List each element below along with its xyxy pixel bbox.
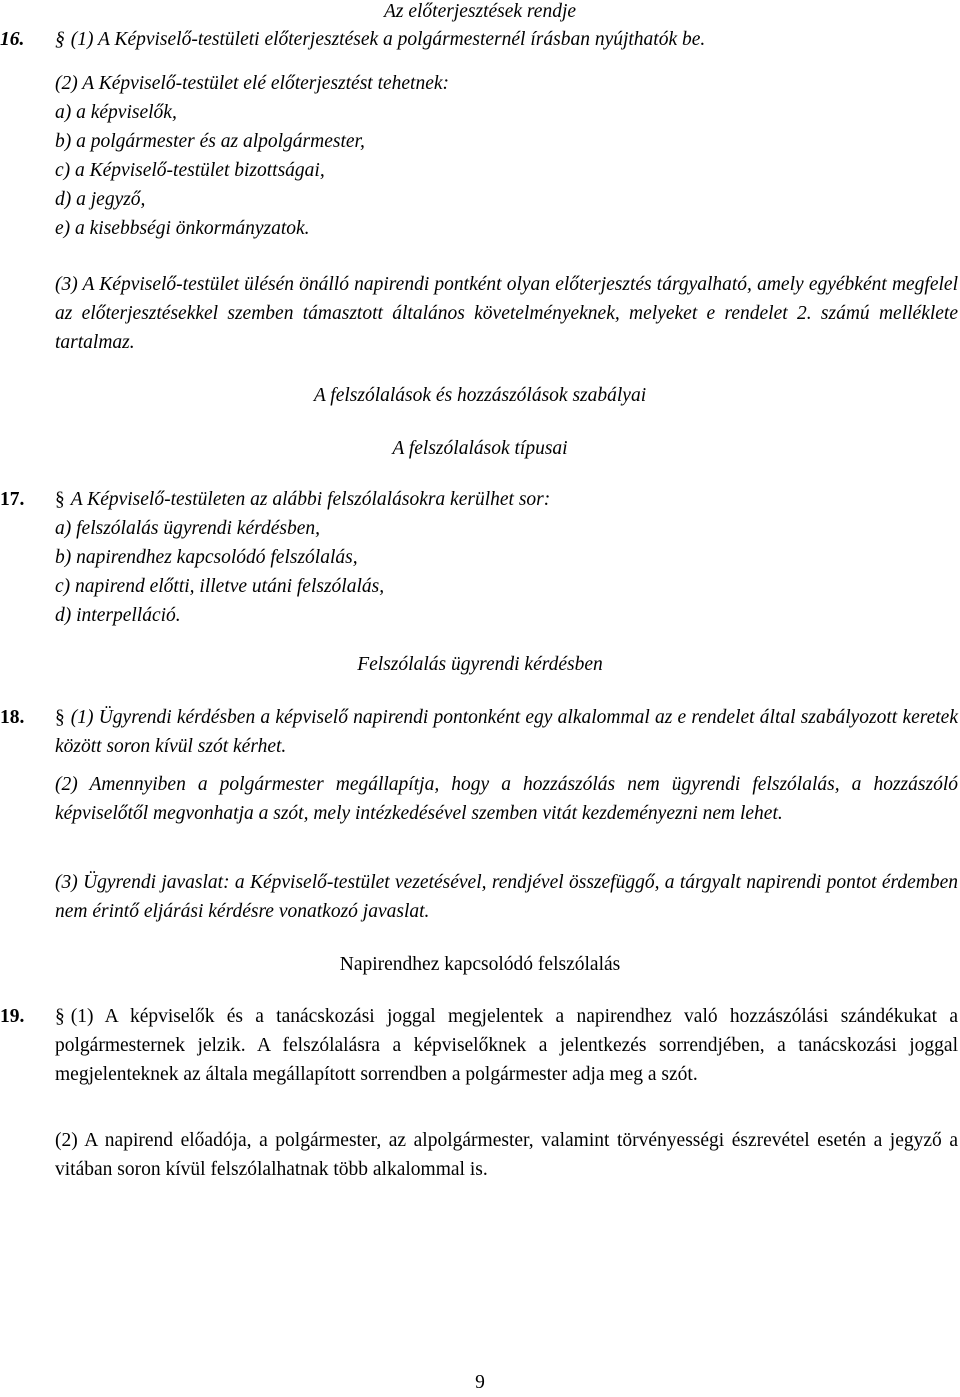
section-18-paragraph-1: § (1) Ügyrendi kérdésben a képviselő napirendi pontonként egy alkalommal az e rendelet által szabályozott keretek között soron kívül szót kérhet.	[55, 707, 958, 757]
section-16-paragraph-2	[55, 69, 960, 243]
list-intro: (2) A Képviselő-testület elé előterjesztést tehetnek:	[55, 73, 450, 94]
section-number: 16.	[0, 29, 25, 50]
section-19-paragraph-1: § (1) A képviselők és a tanácskozási joggal megjelentek a napirendhez való hozzászólási szándékukat a polgármesternek jelzik. A felszólalásra a képviselőknek a jelentkezés sorrendjében, a tanácskozási joggal megjelenteknek az általa megállapított sorrendben a polgármester adja meg a szót.	[55, 1006, 958, 1085]
section-number: 19.	[0, 1006, 25, 1027]
list-item: b) a polgármester és az alpolgármester,	[55, 131, 365, 152]
list-item: a) a képviselők,	[55, 102, 177, 123]
heading-speech-types: A felszólalások típusai	[392, 438, 568, 459]
list-intro: § A Képviselő-testületen az alábbi felszólalásokra kerülhet sor:	[55, 489, 551, 510]
section-16-paragraph-3: (3) A Képviselő-testület ülésén önálló napirendi pontként olyan előterjesztés tárgyalható, amely egyébként megfelel az előterjesztésekkel szemben támasztott általános követelményeknek, melyeket e rendelet 2. számú melléklete tartalmaz.	[55, 274, 958, 353]
section-16-paragraph-1: § (1) A Képviselő-testületi előterjesztések a polgármesternél írásban nyújthatók be.	[55, 29, 706, 50]
list-item: d) a jegyző,	[55, 189, 146, 210]
list-item: b) napirendhez kapcsolódó felszólalás,	[55, 547, 358, 568]
section-sign: §	[55, 489, 65, 510]
list-item: d) interpelláció.	[55, 605, 181, 626]
heading-submissions-order: Az előterjesztések rendje	[383, 1, 577, 22]
list-item: e) a kisebbségi önkormányzatok.	[55, 218, 310, 239]
section-17-list	[55, 485, 960, 630]
list-item: c) a Képviselő-testület bizottságai,	[55, 160, 325, 181]
section-number: 17.	[0, 489, 25, 510]
section-19-paragraph-2: (2) A napirend előadója, a polgármester, az alpolgármester, valamint törvényességi észrevétel esetén a jegyző a vitában soron kívül felszólalhatnak több alkalommal is.	[55, 1130, 958, 1180]
section-sign: §	[55, 1006, 65, 1027]
section-sign: §	[55, 29, 65, 50]
list-item: c) napirend előtti, illetve utáni felszólalás,	[55, 576, 385, 597]
section-18-paragraph-3: (3) Ügyrendi javaslat: a Képviselő-testület vezetésével, rendjével összefüggő, a tárgyalt napirendi pontot érdemben nem érintő eljárási kérdésre vonatkozó javaslat.	[55, 872, 958, 922]
section-sign: §	[55, 707, 65, 728]
list-item: a) felszólalás ügyrendi kérdésben,	[55, 518, 321, 539]
section-number: 18.	[0, 707, 25, 728]
heading-speech-rules: A felszólalások és hozzászólások szabályai	[313, 385, 647, 406]
heading-procedural-speech: Felszólalás ügyrendi kérdésben	[357, 654, 603, 675]
page-number: 9	[475, 1372, 485, 1393]
heading-agenda-speech: Napirendhez kapcsolódó felszólalás	[339, 954, 621, 975]
section-18-paragraph-2: (2) Amennyiben a polgármester megállapítja, hogy a hozzászólás nem ügyrendi felszólalás, a hozzászóló képviselőtől megvonhatja a szót, mely intézkedésével szemben vitát kezdeményezni nem lehet.	[55, 774, 958, 824]
